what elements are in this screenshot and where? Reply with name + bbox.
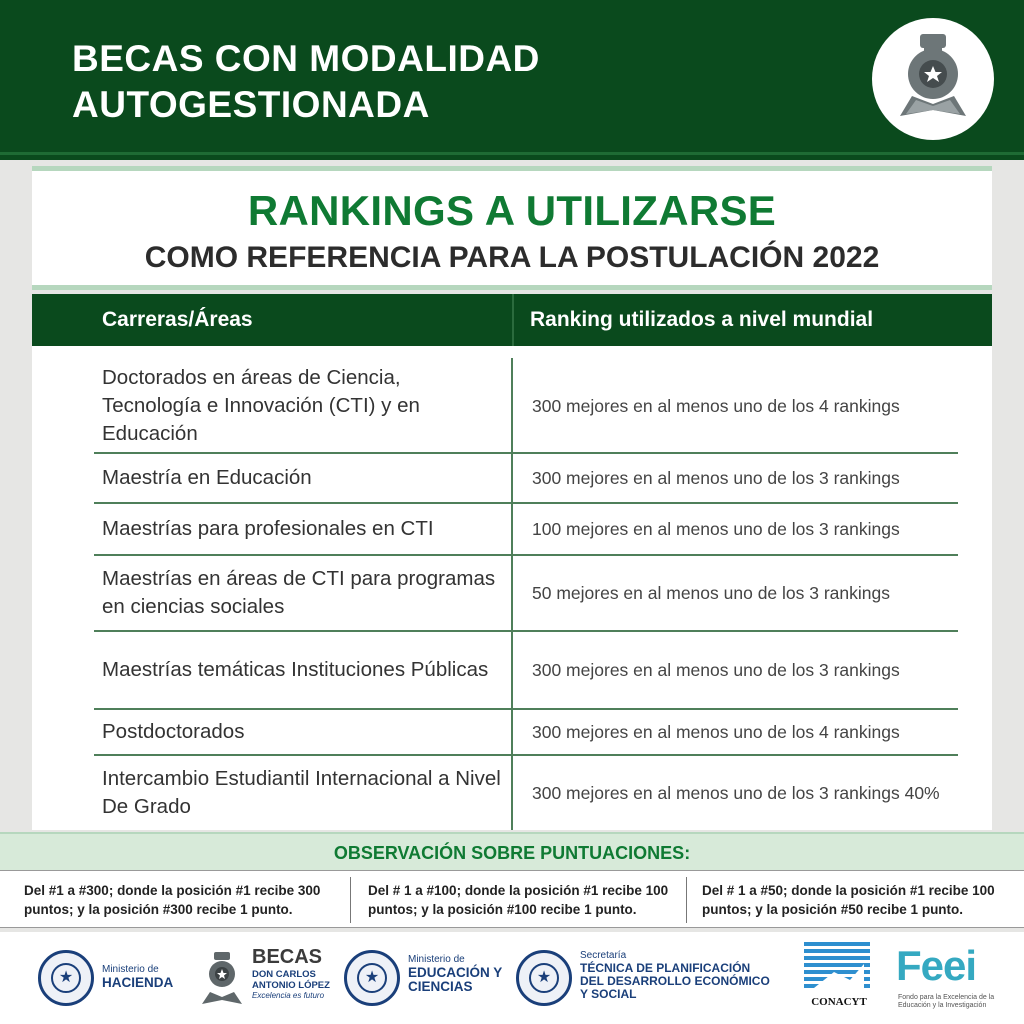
header-title [72,36,540,128]
becas-subtitle: DON CARLOS ANTONIO LÓPEZ [252,969,330,991]
becas-logo [252,946,332,1000]
table-row [94,556,958,632]
header-title-line2: AUTOGESTIONADA [72,84,430,125]
cell-area: Maestría en Educación [102,466,312,489]
cell-ranking: 300 mejores en al menos uno de los 3 rankings [532,660,900,680]
footer-logos [0,932,1024,1024]
hacienda-small-text: Ministerio de [102,964,159,975]
mec-big-text: EDUCACIÓN Y CIENCIAS [408,965,503,994]
observation-note: Del # 1 a #100; donde la posición #1 recibe 100 puntos; y la posición #100 recibe 1 punto. [368,883,669,917]
header-divider [0,152,1024,160]
paraguay-seal-icon: ★ [38,950,94,1006]
paraguay-seal-icon: ★ [516,950,572,1006]
title-card [32,166,992,290]
stp-logo [580,950,776,1001]
observation-note: Del #1 a #300; donde la posición #1 recibe 300 puntos; y la posición #300 recibe 1 punto. [24,883,321,917]
page-title: RANKINGS A UTILIZARSE [247,187,777,234]
stp-small-text: Secretaría [580,950,627,961]
cell-area: Doctorados en áreas de Ciencia, Tecnología e Innovación (CTI) y en Educación [102,366,420,445]
cell-ranking: 300 mejores en al menos uno de los 4 rankings [532,396,900,416]
column-header-ranking: Ranking utilizados a nivel mundial [530,308,874,331]
column-header-areas: Carreras/Áreas [102,308,253,331]
cell-area: Maestrías temáticas Instituciones Públicas [102,658,489,681]
table-column-divider [511,358,513,830]
table-header [32,294,992,346]
header-banner [0,0,1024,152]
cell-area: Intercambio Estudiantil Internacional a Nivel De Grado [102,767,501,818]
observation-bar [0,832,1024,870]
note-divider [350,877,351,923]
cell-ranking: 300 mejores en al menos uno de los 4 rankings [532,722,900,742]
hacienda-big-text: HACIENDA [102,975,174,990]
cell-area: Maestrías para profesionales en CTI [102,517,434,540]
table-row [94,360,958,454]
conacyt-text: CONACYT [811,996,867,1008]
mec-small-text: Ministerio de [408,954,465,965]
cell-ranking: 300 mejores en al menos uno de los 3 rankings [532,468,900,488]
cell-ranking: 100 mejores en al menos uno de los 3 rankings [532,519,900,539]
observation-note: Del # 1 a #50; donde la posición #1 recibe 100 puntos; y la posición #50 recibe 1 punto. [702,883,995,917]
feei-logo: Feei [896,942,977,989]
paraguay-seal-icon: ★ [344,950,400,1006]
becas-title: BECAS [252,946,323,968]
table-row [94,504,958,556]
table-row [94,632,958,710]
cell-ranking: 300 mejores en al menos uno de los 3 rankings 40% [532,783,940,803]
cell-area: Postdoctorados [102,720,245,743]
mec-logo [408,954,504,994]
becal-logo [872,18,994,140]
conacyt-logo-icon [804,942,870,994]
observation-title: OBSERVACIÓN SOBRE PUNTUACIONES: [333,843,691,863]
becas-train-icon [198,950,246,1008]
cell-ranking: 50 mejores en al menos uno de los 3 rankings [532,583,890,603]
table-row [94,454,958,504]
becal-logo-icon [872,18,994,140]
feei-subtitle: Fondo para la Excelencia de la Educación y la Investigación [898,994,995,1009]
page-subtitle: COMO REFERENCIA PARA LA POSTULACIÓN 2022 [144,241,880,274]
stp-big-text: TÉCNICA DE PLANIFICACIÓN DEL DESARROLLO ECONÓMICO Y SOCIAL [580,961,770,1001]
header-divider-vertical [512,294,514,346]
observation-notes [0,870,1024,928]
cell-area: Maestrías en áreas de CTI para programas en ciencias sociales [102,567,496,618]
hacienda-logo [102,964,182,990]
table-row [94,710,958,756]
note-divider [686,877,687,923]
header-title-line1: BECAS CON MODALIDAD [72,38,540,79]
becas-tagline: Excelencia es futuro [252,991,325,1000]
table-row [94,756,958,830]
